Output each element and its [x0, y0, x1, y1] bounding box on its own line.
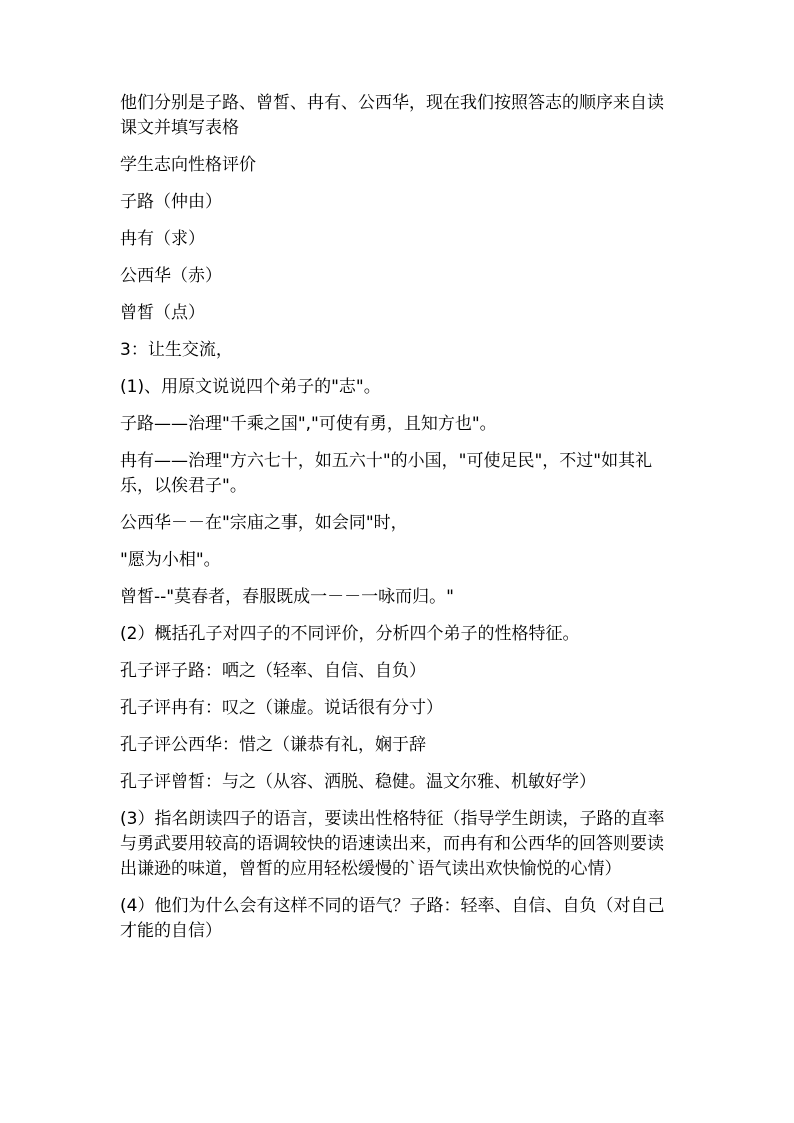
paragraph-confucius-zilu: 孔子评子路：哂之（轻率、自信、自负）: [120, 661, 426, 681]
paragraph-step-3: 3：让生交流，: [120, 340, 233, 360]
paragraph-gongxihua-ambition: 公西华－－在"宗庙之事，如会同"时，: [120, 513, 408, 533]
paragraph-ranyou-ambition: 冉有——治理"方六七十，如五六十"的小国，"可使足民"，不过"如其礼乐，以俟君子"。: [120, 451, 653, 496]
paragraph-confucius-zengxi: 孔子评曾皙：与之（从容、洒脱、稳健。温文尔雅、机敏好学）: [120, 772, 596, 792]
paragraph-confucius-gongxihua: 孔子评公西华：惜之（谦恭有礼，娴于辞: [120, 735, 426, 755]
paragraph-question-3: (3）指名朗读四子的语言，要读出性格特征（指导学生朗读，子路的直率与勇武要用较高的语调较快的语速读出来，而冉有和公西华的回答则要读出谦逊的味道，曾皙的应用轻松缓慢的`语气读出欢快愉悦的心情）: [120, 809, 665, 879]
paragraph-intro: 他们分别是子路、曾皙、冉有、公西华，现在我们按照答志的顺序来自读课文并填写表格: [120, 93, 664, 138]
paragraph-zilu-ambition: 子路——治理"千乘之国","可使有勇，且知方也"。: [120, 414, 497, 434]
paragraph-zilu: 子路（仲由）: [120, 192, 222, 212]
paragraph-zengxi-ambition: 曾皙--"莫春者，春服既成一－－一咏而归。": [120, 587, 454, 607]
paragraph-question-1: (1)、用原文说说四个弟子的"志"。: [120, 377, 381, 397]
paragraph-ranyou: 冉有（求）: [120, 229, 205, 249]
paragraph-confucius-ranyou: 孔子评冉有：叹之（谦虚。说话很有分寸）: [120, 698, 443, 718]
paragraph-gongxihua-quote: "愿为小相"。: [120, 550, 221, 570]
paragraph-zengxi: 曾皙（点）: [120, 303, 205, 323]
paragraph-table-header: 学生志向性格评价: [120, 155, 256, 175]
paragraph-question-4: (4）他们为什么会有这样不同的语气？子路：轻率、自信、自负（对自己才能的自信）: [120, 896, 665, 941]
document-body: [120, 91, 680, 956]
paragraph-gongxihua: 公西华（赤）: [120, 266, 222, 286]
paragraph-question-2: (2）概括孔子对四子的不同评价，分析四个弟子的性格特征。: [120, 624, 580, 644]
